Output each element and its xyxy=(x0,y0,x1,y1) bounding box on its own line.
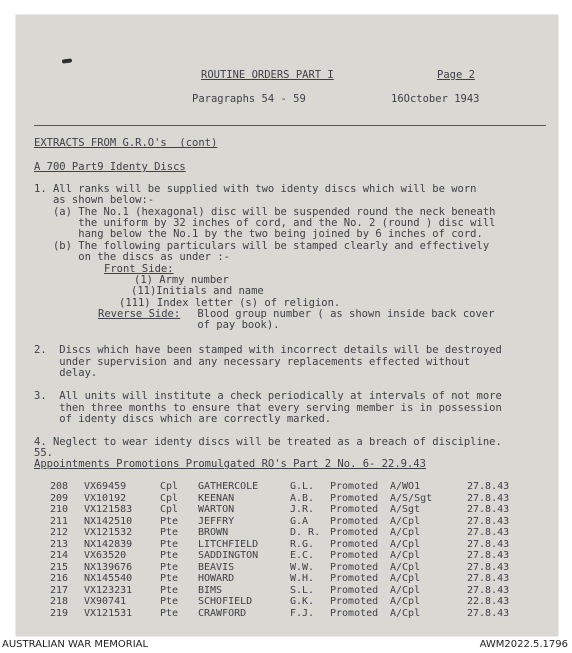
cell-no: 214 xyxy=(50,550,69,561)
cell-date: 27.8.43 xyxy=(467,492,510,504)
cell-date: 27.8.43 xyxy=(467,550,510,561)
cell-num: VX10192 xyxy=(84,492,127,504)
para1-line: the uniform by 32 inches of cord, and the No. 2 (round ) disc will xyxy=(34,217,496,229)
cell-name: LITCHFIELD xyxy=(198,538,259,550)
front-item: (11)Initials and name xyxy=(131,285,264,297)
para1-line: (a) The No.1 (hexagonal) disc will be suspended round the neck beneath xyxy=(34,206,496,218)
cell-name: BIMS xyxy=(198,584,223,596)
para3-line: then three months to ensure that every serving member is in possession xyxy=(34,402,502,414)
cell-action: Promoted xyxy=(330,607,379,619)
cell-num: NX145540 xyxy=(84,573,133,584)
cell-action: Promoted xyxy=(330,481,379,492)
cell-to: A/Cpl xyxy=(390,596,421,607)
para3-line: 3. All units will institute a check periodically at intervals of not more xyxy=(34,390,502,402)
cell-init: W.W. xyxy=(290,561,315,573)
cell-num: VX121532 xyxy=(84,527,133,538)
cell-date: 27.8.43 xyxy=(467,607,510,619)
front-item: (1) Army number xyxy=(134,274,229,286)
para3-line: of identy discs which are correctly marked. xyxy=(34,413,332,425)
cell-num: VX90741 xyxy=(84,596,127,607)
cell-rank: Cpl xyxy=(160,504,179,515)
cell-to: A/Cpl xyxy=(390,550,421,561)
cell-to: A/Cpl xyxy=(390,561,421,573)
cell-action: Promoted xyxy=(330,515,379,527)
cell-init: S.L. xyxy=(290,584,315,596)
cell-name: KEENAN xyxy=(198,492,235,504)
cell-init: F.J. xyxy=(290,607,315,619)
cell-action: Promoted xyxy=(330,504,379,515)
cell-action: Promoted xyxy=(330,573,379,584)
cell-date: 27.8.43 xyxy=(467,504,510,515)
cell-rank: Pte xyxy=(160,527,179,538)
cell-no: 218 xyxy=(50,596,69,607)
cell-rank: Pte xyxy=(160,596,179,607)
reverse-side-label: Reverse Side: xyxy=(98,308,181,320)
front-side-label: Front Side: xyxy=(104,263,174,275)
cell-no: 208 xyxy=(50,481,69,492)
reverse-line: of pay book). xyxy=(191,319,280,331)
para1-line: hang below the No.1 by the two being joined by 6 inches of cord. xyxy=(34,228,483,240)
cell-num: VX121583 xyxy=(84,504,133,515)
cell-rank: Pte xyxy=(160,607,179,619)
footer-institution: AUSTRALIAN WAR MEMORIAL xyxy=(2,639,149,650)
cell-num: VX69459 xyxy=(84,481,127,492)
cell-num: VX121531 xyxy=(84,607,133,619)
cell-no: 219 xyxy=(50,607,69,619)
cell-num: NX139676 xyxy=(84,561,133,573)
cell-date: 27.8.43 xyxy=(467,538,510,550)
document-page xyxy=(16,15,558,636)
page-number: Page 2 xyxy=(437,69,475,81)
cell-action: Promoted xyxy=(330,527,379,538)
cell-init: E.C. xyxy=(290,550,315,561)
cell-num: VX63520 xyxy=(84,550,127,561)
cell-date: 27.8.43 xyxy=(467,584,510,596)
cell-name: BROWN xyxy=(198,527,229,538)
cell-rank: Pte xyxy=(160,573,179,584)
cell-action: Promoted xyxy=(330,596,379,607)
cell-name: BEAVIS xyxy=(198,561,235,573)
doc-title: ROUTINE ORDERS PART I xyxy=(201,69,334,81)
cell-action: Promoted xyxy=(330,538,379,550)
cell-to: A/Cpl xyxy=(390,538,421,550)
appointments-heading: Appointments Promotions Promulgated RO's Part 2 No. 6- 22.9.43 xyxy=(34,458,426,470)
cell-init: G.K. xyxy=(290,596,315,607)
cell-name: SADDINGTON xyxy=(198,550,259,561)
cell-name: GATHERCOLE xyxy=(198,481,259,492)
cell-to: A/Sgt xyxy=(390,504,421,515)
cell-no: 213 xyxy=(50,538,69,550)
doc-date: 16October 1943 xyxy=(391,93,480,105)
cell-rank: Cpl xyxy=(160,492,179,504)
para55-number: 55. xyxy=(34,447,53,459)
para2-line: under supervision and any necessary replacements effected without xyxy=(34,356,471,368)
cell-no: 216 xyxy=(50,573,69,584)
cell-to: A/Cpl xyxy=(390,515,421,527)
cell-no: 210 xyxy=(50,504,69,515)
cell-to: A/Cpl xyxy=(390,527,421,538)
cell-no: 209 xyxy=(50,492,69,504)
subheading: A 700 Part9 Identy Discs xyxy=(34,161,186,173)
cell-init: W.H. xyxy=(290,573,315,584)
cell-date: 27.8.43 xyxy=(467,481,510,492)
cell-no: 217 xyxy=(50,584,69,596)
para2-line: 2. Discs which have been stamped with incorrect details will be destroyed xyxy=(34,344,502,356)
cell-rank: Pte xyxy=(160,550,179,561)
para1-line: on the discs as under :- xyxy=(34,251,230,263)
cell-no: 215 xyxy=(50,561,69,573)
para4-line: 4. Neglect to wear identy discs will be treated as a breach of discipline. xyxy=(34,436,502,448)
cell-rank: Cpl xyxy=(160,481,179,492)
cell-num: VX123231 xyxy=(84,584,133,596)
cell-num: NX142510 xyxy=(84,515,133,527)
cell-num: NX142839 xyxy=(84,538,133,550)
cell-date: 27.8.43 xyxy=(467,561,510,573)
cell-name: JEFFRY xyxy=(198,515,235,527)
cell-name: SCHOFIELD xyxy=(198,596,253,607)
front-item: (111) Index letter (s) of religion. xyxy=(119,297,341,309)
para2-line: delay. xyxy=(34,367,98,379)
paragraph-range: Paragraphs 54 - 59 xyxy=(192,93,306,105)
cell-rank: Pte xyxy=(160,561,179,573)
cell-name: CRAWFORD xyxy=(198,607,247,619)
cell-date: 27.8.43 xyxy=(467,573,510,584)
cell-action: Promoted xyxy=(330,492,379,504)
ink-blot xyxy=(62,58,72,63)
divider-line xyxy=(34,125,546,126)
para1-line: (b) The following particulars will be stamped clearly and effectively xyxy=(34,240,490,252)
cell-rank: Pte xyxy=(160,538,179,550)
para1-line: 1. All ranks will be supplied with two identy discs which will be worn xyxy=(34,183,477,195)
cell-to: A/S/Sgt xyxy=(390,492,433,504)
cell-action: Promoted xyxy=(330,561,379,573)
cell-name: HOWARD xyxy=(198,573,235,584)
cell-to: A/WO1 xyxy=(390,481,421,492)
cell-date: 22.8.43 xyxy=(467,596,510,607)
cell-action: Promoted xyxy=(330,584,379,596)
para1-line: as shown below:- xyxy=(34,194,155,206)
cell-no: 211 xyxy=(50,515,69,527)
cell-date: 27.8.43 xyxy=(467,527,510,538)
cell-init: R.G. xyxy=(290,538,315,550)
cell-init: G.A xyxy=(290,515,309,527)
cell-rank: Pte xyxy=(160,584,179,596)
cell-init: D. R. xyxy=(290,527,321,538)
cell-no: 212 xyxy=(50,527,69,538)
cell-to: A/Cpl xyxy=(390,573,421,584)
archive-footer xyxy=(0,636,572,653)
reverse-line: Blood group number ( as shown inside back cover xyxy=(191,308,495,320)
footer-reference: AWM2022.5.1796 xyxy=(479,639,568,650)
cell-init: J.R. xyxy=(290,504,315,515)
cell-action: Promoted xyxy=(330,550,379,561)
cell-date: 27.8.43 xyxy=(467,515,510,527)
cell-rank: Pte xyxy=(160,515,179,527)
cell-to: A/Cpl xyxy=(390,584,421,596)
cell-name: WARTON xyxy=(198,504,235,515)
cell-to: A/Cpl xyxy=(390,607,421,619)
extracts-heading: EXTRACTS FROM G.R.O's (cont) xyxy=(34,137,218,149)
cell-init: A.B. xyxy=(290,492,315,504)
cell-init: G.L. xyxy=(290,481,315,492)
